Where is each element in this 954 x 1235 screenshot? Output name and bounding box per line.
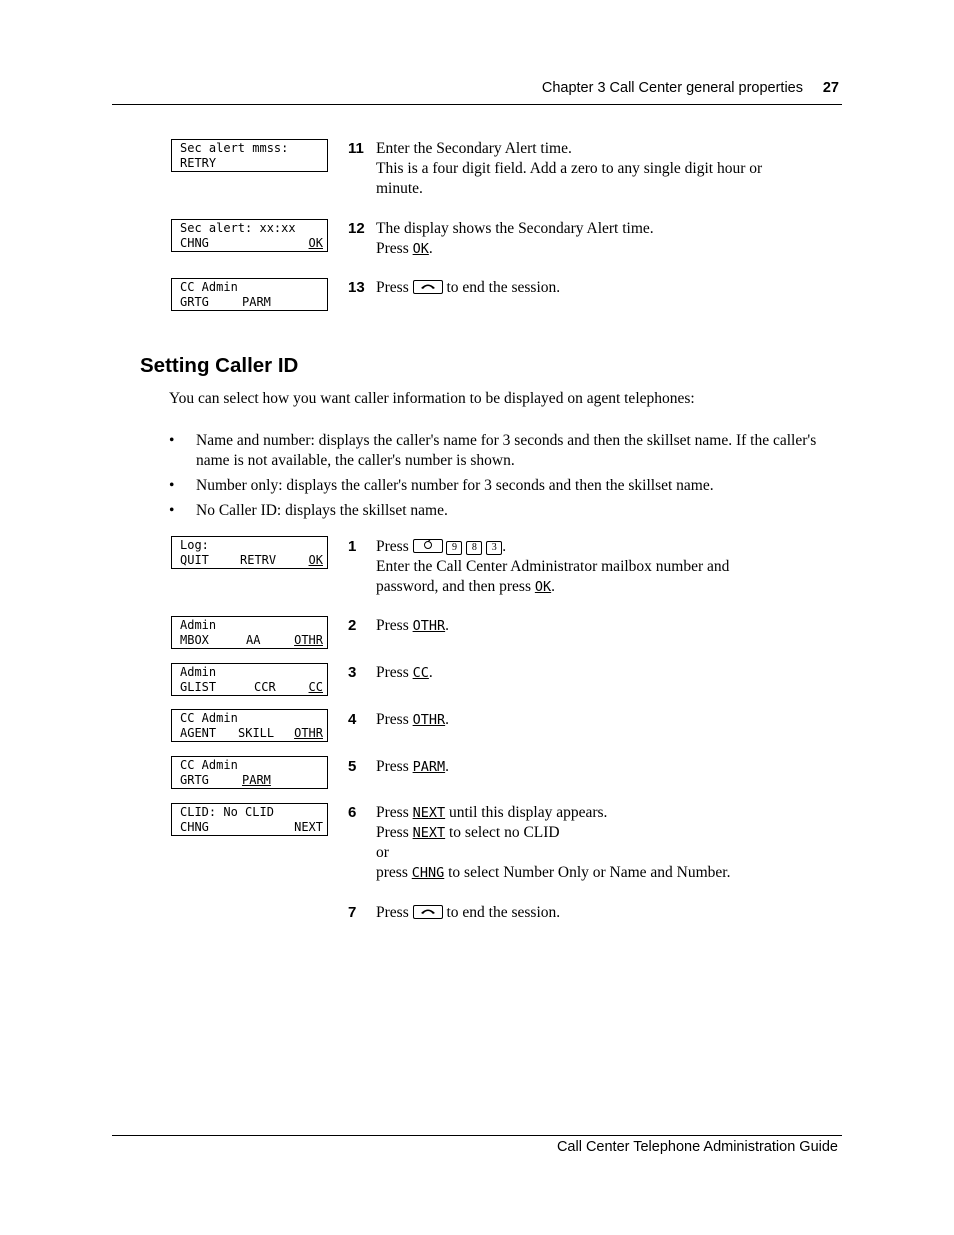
step-text <box>376 537 836 557</box>
softkey-label: PARM <box>242 773 271 787</box>
step-text <box>376 803 836 823</box>
feature-key-icon <box>413 539 443 553</box>
step-text-after: to end the session. <box>446 279 561 296</box>
bullet-mark: • <box>169 432 175 449</box>
lcd-line1: CLID: No CLID <box>180 805 274 819</box>
step-number: 2 <box>348 617 357 634</box>
lcd-line2 <box>180 726 325 741</box>
bullet-text: Name and number: displays the caller's name for 3 seconds and then the skillset name. If the caller's name is not available, the caller's number is shown. <box>196 432 817 469</box>
softkey-chng: CHNG <box>411 865 445 881</box>
softkey-label: NEXT <box>294 820 323 834</box>
press-label: Press <box>376 758 409 775</box>
softkey-label: OK <box>308 553 323 567</box>
step-text <box>376 710 836 730</box>
softkey-label: CHNG <box>180 820 209 834</box>
softkey-parm: PARM <box>412 759 446 775</box>
lcd-line2 <box>180 295 325 310</box>
step-number: 7 <box>348 904 357 921</box>
step-number: 12 <box>348 220 365 237</box>
step-text: or <box>376 844 389 861</box>
chapter-title: Chapter 3 Call Center general properties <box>541 80 803 96</box>
page-number: 27 <box>822 80 839 96</box>
lcd-line2 <box>180 820 325 835</box>
lcd-line1: Admin <box>180 618 217 632</box>
step-text <box>376 863 836 883</box>
period: . <box>445 617 449 634</box>
bullet-mark: • <box>169 477 175 494</box>
lcd-display-clid <box>171 803 328 836</box>
header-rule <box>112 104 842 105</box>
step-text <box>376 577 836 597</box>
step-text-part: to select no CLID <box>449 824 560 841</box>
dial-key-9: 9 <box>446 541 462 555</box>
softkey-label: GRTG <box>180 295 209 309</box>
dial-key-8: 8 <box>466 541 482 555</box>
list-item <box>169 476 839 496</box>
press-label: press <box>376 864 408 881</box>
softkey-label: PARM <box>242 295 271 309</box>
softkey-label: CC <box>308 680 323 694</box>
lcd-line1: Sec alert mmss: <box>180 141 289 155</box>
softkey-label: RETRY <box>180 156 217 170</box>
softkey-label: CHNG <box>180 236 209 250</box>
list-item <box>169 431 839 471</box>
step-text <box>376 903 836 923</box>
step-text: The display shows the Secondary Alert time. <box>376 220 654 237</box>
press-label: Press <box>376 664 409 681</box>
press-label: Press <box>376 617 409 634</box>
step-text-part: until this display appears. <box>449 804 608 821</box>
step-text: This is a four digit field. Add a zero to any single digit hour or <box>376 160 763 177</box>
step-number: 4 <box>348 711 357 728</box>
lcd-display-log <box>171 536 328 569</box>
step-text: Enter the Call Center Administrator mailbox number and <box>376 558 730 575</box>
section-intro: You can select how you want caller information to be displayed on agent telephones: <box>169 390 695 407</box>
lcd-line2 <box>180 236 325 251</box>
page-header <box>112 80 841 104</box>
step-number: 1 <box>348 538 357 555</box>
release-key-icon <box>413 280 443 294</box>
softkey-label: AGENT <box>180 726 217 740</box>
step-text <box>376 239 836 259</box>
period: . <box>428 664 433 681</box>
step-text <box>376 757 836 777</box>
softkey-ok: OK <box>412 241 429 257</box>
bullet-mark: • <box>169 502 175 519</box>
period: . <box>502 538 507 555</box>
lcd-line2 <box>180 773 325 788</box>
lcd-line1: CC Admin <box>180 280 238 294</box>
softkey-label: RETRV <box>240 553 277 567</box>
step-number: 13 <box>348 279 365 296</box>
step-text <box>376 823 836 843</box>
bullet-text: No Caller ID: displays the skillset name. <box>196 502 448 519</box>
step-number: 3 <box>348 664 357 681</box>
lcd-line1: CC Admin <box>180 711 238 725</box>
period: . <box>428 240 433 257</box>
softkey-label: QUIT <box>180 553 209 567</box>
lcd-line1: Log: <box>180 538 209 552</box>
press-label: Press <box>376 824 409 841</box>
lcd-line2 <box>180 633 325 648</box>
lcd-display-cc-admin-grtg <box>171 756 328 789</box>
dial-key-3: 3 <box>486 541 502 555</box>
softkey-label: SKILL <box>238 726 275 740</box>
softkey-label: OTHR <box>294 726 323 740</box>
softkey-othr: OTHR <box>412 712 446 728</box>
softkey-othr: OTHR <box>412 618 446 634</box>
lcd-line1: Sec alert: xx:xx <box>180 221 296 235</box>
lcd-line1: CC Admin <box>180 758 238 772</box>
softkey-next: NEXT <box>412 805 446 821</box>
softkey-next: NEXT <box>412 825 446 841</box>
release-key-icon <box>413 905 443 919</box>
softkey-label: AA <box>246 633 261 647</box>
lcd-line2 <box>180 553 325 568</box>
lcd-line2 <box>180 680 325 695</box>
softkey-label: MBOX <box>180 633 209 647</box>
step-number: 6 <box>348 804 357 821</box>
press-label: Press <box>376 711 409 728</box>
lcd-line2 <box>180 156 325 171</box>
press-label: Press <box>376 904 409 921</box>
softkey-label: GLIST <box>180 680 217 694</box>
list-item <box>169 501 839 521</box>
softkey-label: OTHR <box>294 633 323 647</box>
lcd-display-sec-alert-time <box>171 219 328 252</box>
softkey-label: CCR <box>254 680 276 694</box>
softkey-label: GRTG <box>180 773 209 787</box>
step-text-after: to end the session. <box>446 904 561 921</box>
section-title: Setting Caller ID <box>140 354 299 377</box>
lcd-display-admin-1 <box>171 616 328 649</box>
softkey-ok: OK <box>534 579 552 595</box>
period: . <box>445 758 449 775</box>
step-text: Enter the Secondary Alert time. <box>376 140 572 157</box>
footer-rule <box>112 1135 842 1136</box>
bullet-text: Number only: displays the caller's number for 3 seconds and then the skillset name. <box>196 477 714 494</box>
lcd-display-admin-2 <box>171 663 328 696</box>
press-label: Press <box>376 240 409 257</box>
step-text-part: to select Number Only or Name and Number. <box>448 864 731 881</box>
press-label: Press <box>376 804 409 821</box>
press-label: Press <box>376 538 409 555</box>
step-text <box>376 278 836 298</box>
lcd-display-cc-admin <box>171 278 328 311</box>
footer-title: Call Center Telephone Administration Guide <box>556 1139 838 1155</box>
step-text: minute. <box>376 180 423 197</box>
step-text <box>376 663 836 683</box>
step-number: 5 <box>348 758 357 775</box>
lcd-line1: Admin <box>180 665 217 679</box>
period: . <box>445 711 449 728</box>
softkey-label: OK <box>308 236 323 250</box>
step-text-part: password, and then press <box>376 578 531 595</box>
lcd-display-sec-alert-mmss <box>171 139 328 172</box>
lcd-display-cc-admin-agent <box>171 709 328 742</box>
press-label: Press <box>376 279 409 296</box>
step-text <box>376 616 836 636</box>
bullet-list <box>169 431 839 526</box>
step-number: 11 <box>348 140 364 157</box>
softkey-cc: CC <box>412 665 429 681</box>
period: . <box>551 578 555 595</box>
